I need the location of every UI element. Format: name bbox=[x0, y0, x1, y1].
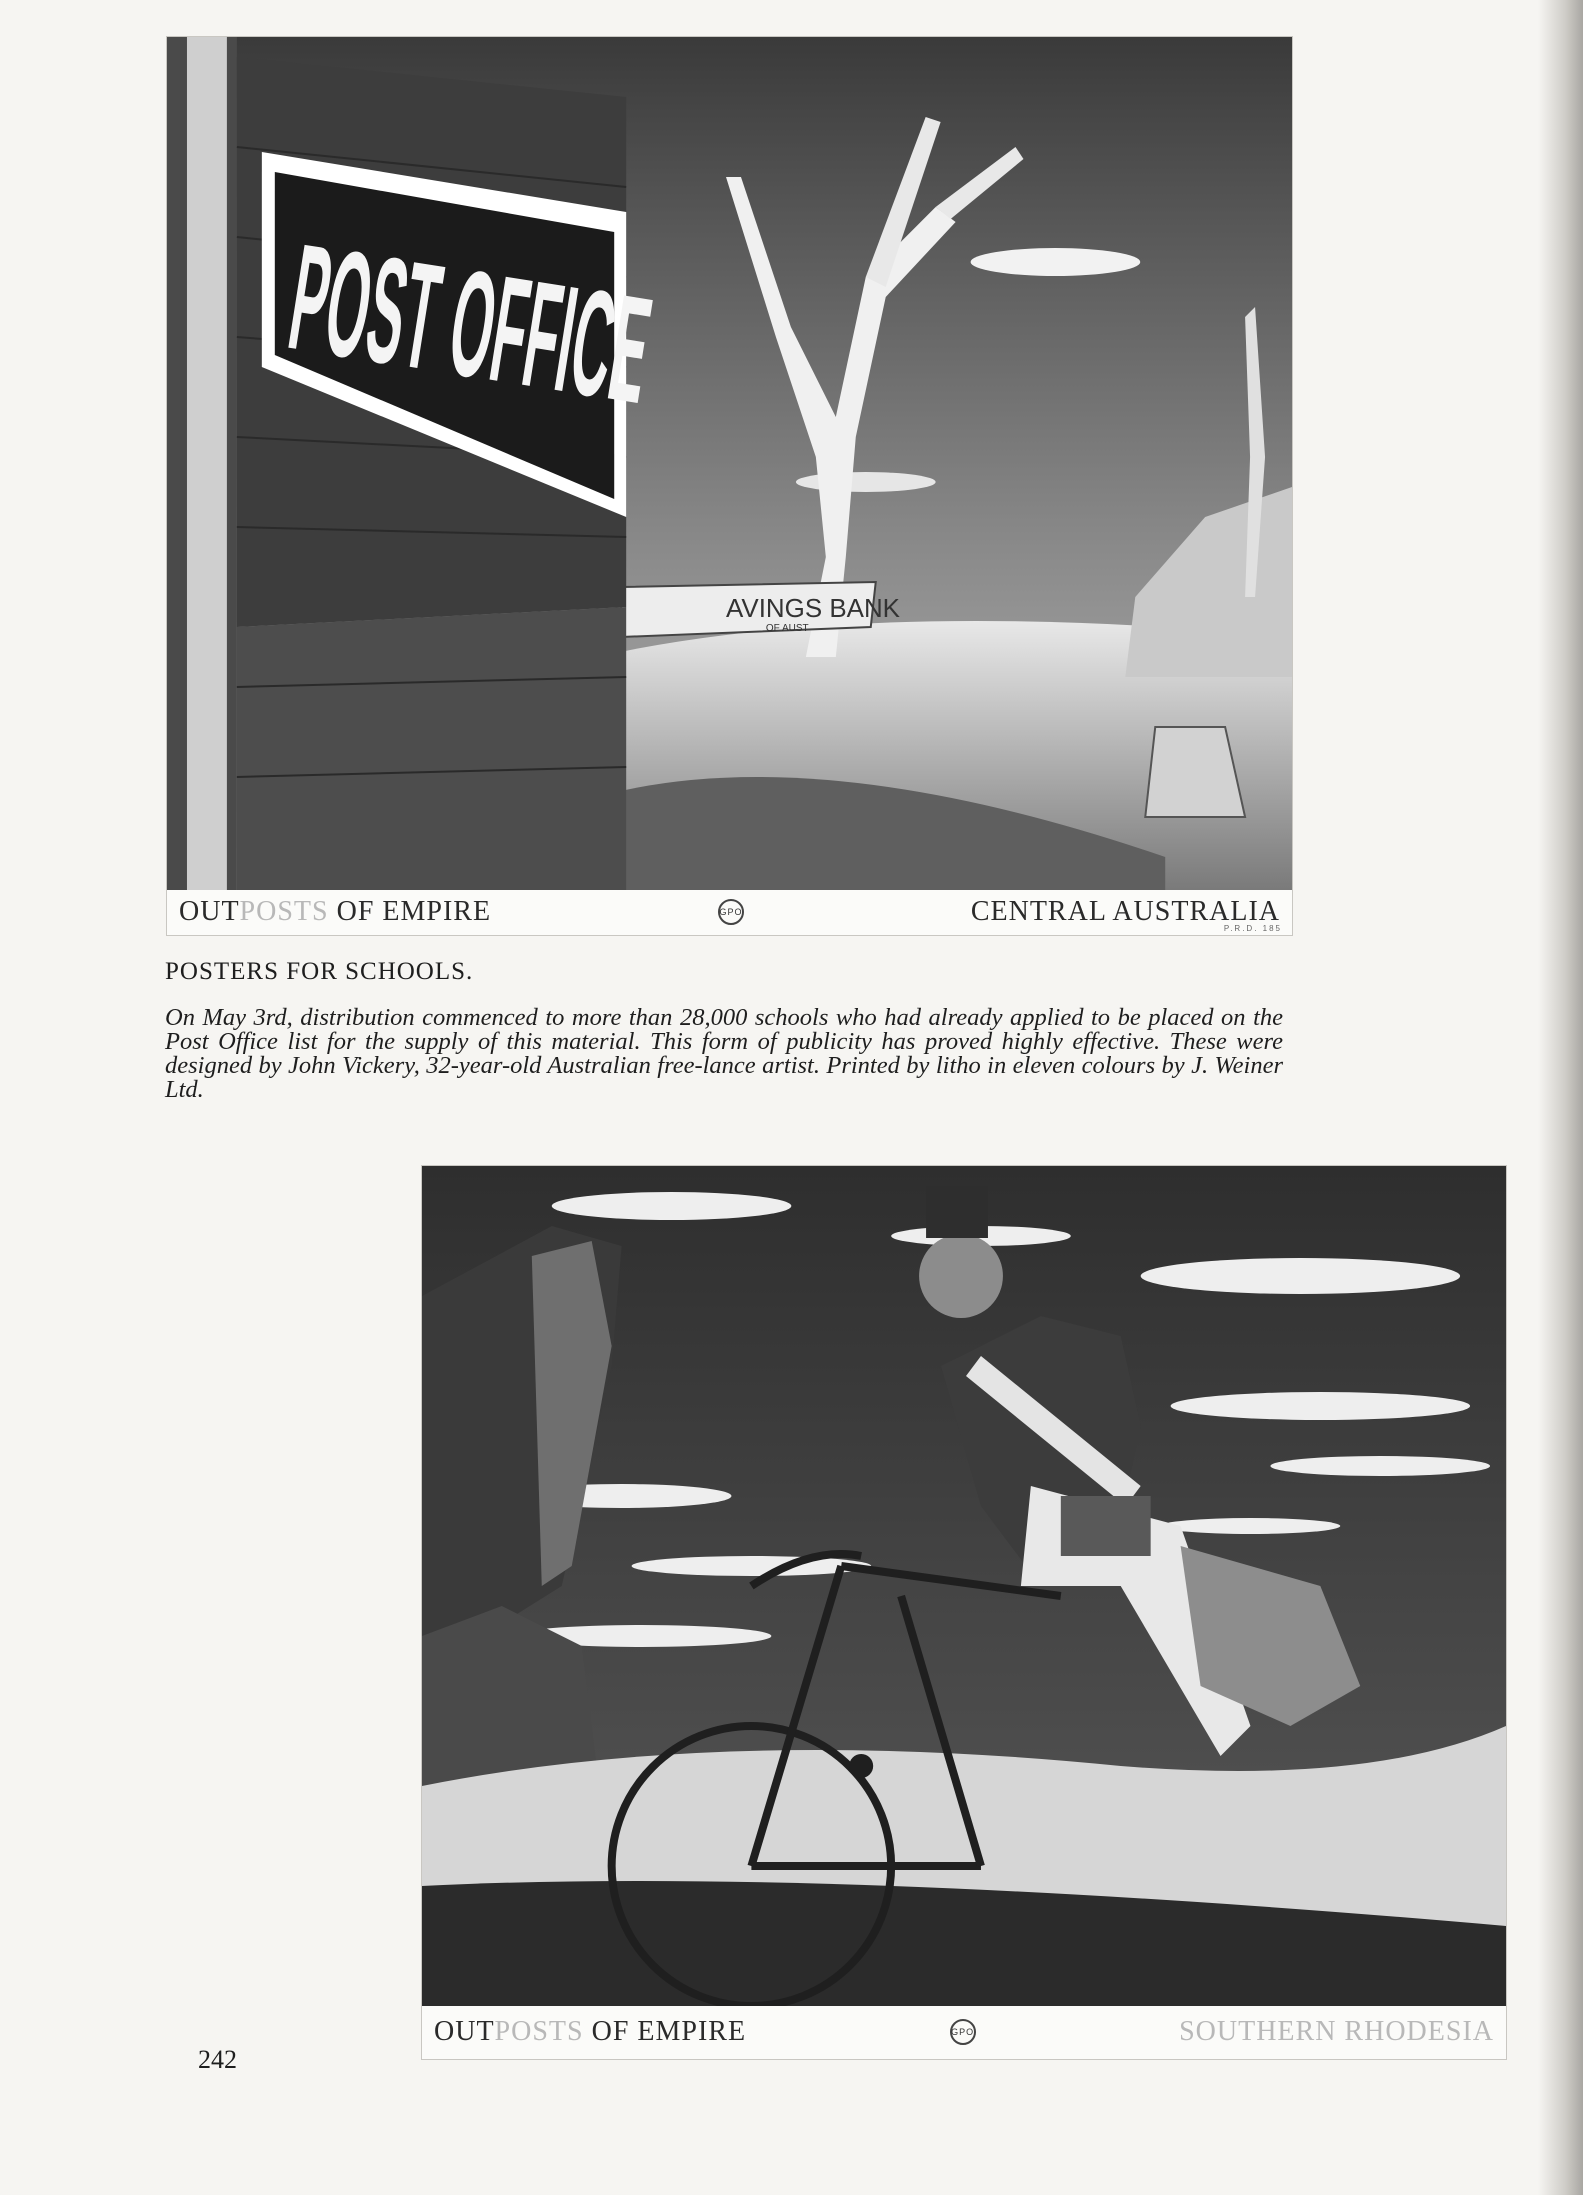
caption-location: CENTRAL AUSTRALIA bbox=[970, 895, 1280, 927]
printer-mark: P.R.D. 185 bbox=[1223, 924, 1282, 933]
poster-artwork-southern-rhodesia bbox=[422, 1166, 1506, 2006]
article-heading: POSTERS FOR SCHOOLS. bbox=[165, 958, 474, 985]
poster-central-australia bbox=[166, 36, 1293, 936]
article-body: On May 3rd, distribution commenced to more than 28,000 schools who had already applied to be placed on the Post Office list for the supply of this material. This form of publicity has proved highly effective. These were designed by John Vickery, 32-year-old Australian free-lance artist. Printed by litho in eleven colours by J. Weiner Ltd. bbox=[165, 1004, 1283, 1103]
caption-location: SOUTHERN RHODESIA bbox=[1179, 2015, 1494, 2047]
caption-series-title: OUTPOSTS OF EMPIRE bbox=[179, 895, 492, 927]
page-edge-shadow bbox=[1538, 0, 1583, 2195]
gpo-crown-icon: GPO bbox=[718, 899, 744, 925]
caption-bar-bottom bbox=[422, 2004, 1506, 2059]
caption-bar-top bbox=[167, 888, 1292, 935]
caption-series-title: OUTPOSTS OF EMPIRE bbox=[434, 2015, 747, 2047]
post-office-sign-text: POST OFFICE bbox=[279, 212, 661, 437]
page-number: 242 bbox=[198, 2045, 237, 2074]
bank-sign-subtext: OF AUST bbox=[765, 622, 809, 635]
gpo-crown-icon: GPO bbox=[950, 2019, 976, 2045]
poster-southern-rhodesia bbox=[421, 1165, 1507, 2060]
bank-sign-text: AVINGS BANK bbox=[726, 592, 900, 624]
poster-artwork-central-australia bbox=[167, 37, 1292, 890]
